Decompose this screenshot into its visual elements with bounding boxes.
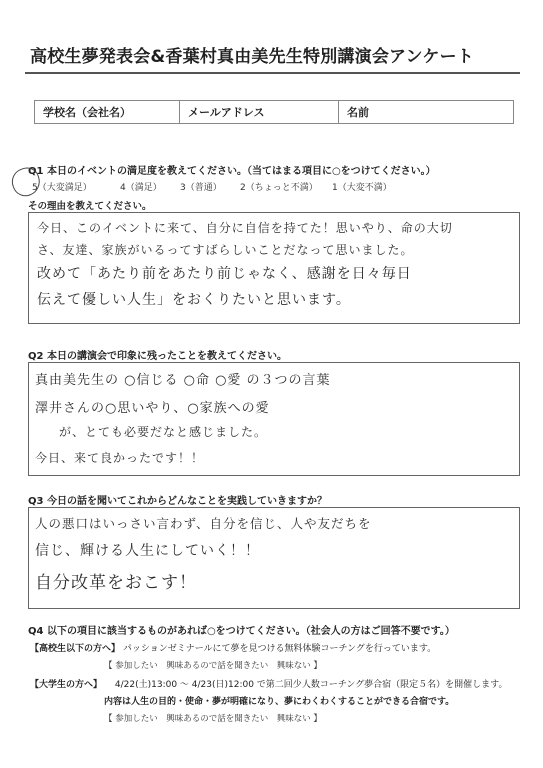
email-field[interactable]: メールアドレス (180, 101, 339, 124)
q4-university-options[interactable]: 【 参加したい 興味あるので話を聞きたい 興味ない 】 (104, 714, 322, 724)
school-name-field[interactable]: 学校名（会社名） (35, 101, 180, 124)
q1-answer-line: 伝えて優しい人生」をおくりたいと思います。 (37, 292, 351, 308)
q3-answer-line: 人の悪口はいっさい言わず、自分を信じ、人や友だちを (35, 516, 372, 531)
q1-question: Q1 本日のイベントの満足度を教えてください。（当てはまる項目に○をつけてください。） (28, 166, 436, 177)
q4-university-text2: 内容は人生の目的・使命・夢が明確になり、夢にわくわくすることができる合宿です。 (104, 697, 455, 707)
q2-answer-line: 真由美先生の ○信じる ○命 ○愛 の３つの言葉 (35, 373, 331, 388)
q4-highschool-label: 【高校生以下の方へ】 (30, 644, 121, 654)
q3-answer-box[interactable] (28, 507, 520, 609)
title-divider (25, 72, 520, 74)
q4-university-row (30, 677, 507, 690)
q4-question: Q4 以下の項目に該当するものがあれば○をつけてください。（社会人の方はご回答不要です。） (28, 626, 455, 637)
q1-option-4[interactable]: 4（満足） (120, 183, 162, 193)
q1-option-5[interactable]: 5（大変満足） (32, 183, 92, 193)
q3-question: Q3 今日の話を聞いてこれからどんなことを実践していきますか？ (28, 496, 327, 507)
q3-answer-line: 信じ、輝ける人生にしていく！！ (35, 543, 260, 559)
q1-answer-line: さ、友達、家族がいるってすばらしいことだなって思いました。 (37, 243, 414, 257)
q1-reason-label: その理由を教えてください。 (28, 201, 152, 212)
q4-university-label: 【大学生の方へ】 (30, 680, 103, 690)
q1-option-3[interactable]: 3（普通） (180, 183, 222, 193)
q2-answer-box[interactable] (28, 362, 520, 476)
page-title: 高校生夢発表会&香葉村真由美先生特別講演会アンケート (30, 47, 475, 67)
q4-highschool-text: パッションゼミナールにて夢を見つける無料体験コーチングを行っています。 (122, 644, 437, 654)
q1-option-2[interactable]: 2（ちょっと不満） (240, 183, 318, 193)
q1-option-1[interactable]: 1（大変不満） (332, 183, 392, 193)
q2-answer-line: 澤井さんの○思いやり、○家族への愛 (35, 401, 270, 416)
q2-answer-line: が、とても必要だなと感じました。 (59, 425, 268, 439)
name-field[interactable]: 名前 (339, 101, 514, 124)
q4-highschool-options[interactable]: 【 参加したい 興味あるので話を聞きたい 興味ない 】 (104, 661, 322, 671)
q4-highschool-row (30, 641, 436, 654)
q2-question: Q2 本日の講演会で印象に残ったことを教えてください。 (28, 351, 287, 362)
q1-answer-line: 改めて「あたり前をあたり前じゃなく、感謝を日々毎日 (37, 266, 412, 282)
q1-answer-box[interactable] (28, 212, 520, 324)
q2-answer-line: 今日、来て良かったです！！ (35, 451, 205, 465)
q3-answer-line: 自分改革をおこす！ (35, 573, 197, 593)
respondent-info-table (34, 100, 514, 124)
q4-university-text: 4/22(土)13:00 ～ 4/23(日)12:00 で第二回少人数コーチング夢合宿（限定５名）を開催します。 (114, 680, 508, 690)
q1-answer-line: 今日、このイベントに来て、自分に自信を持てた！思いやり、命の大切 (37, 221, 453, 235)
